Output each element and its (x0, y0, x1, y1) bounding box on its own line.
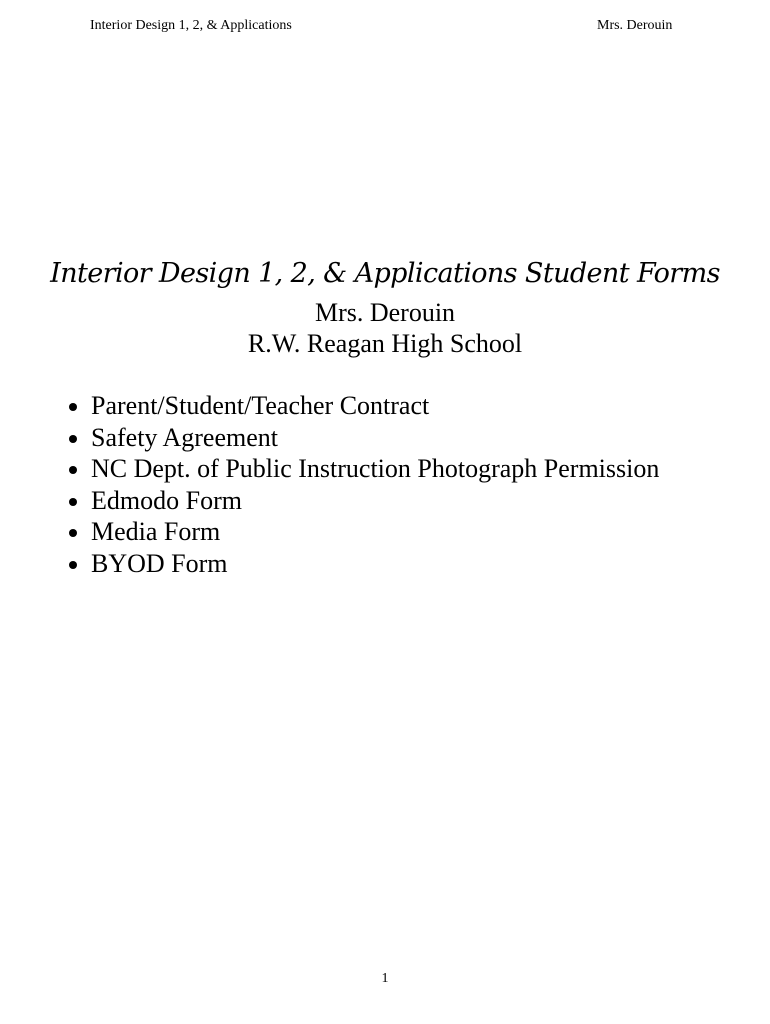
form-name: Parent/Student/Teacher Contract (91, 391, 430, 420)
list-item (66, 485, 659, 517)
bullet-icon (69, 435, 77, 443)
document-title: Interior Design 1, 2, & Applications Student Forms (50, 258, 720, 289)
list-item (66, 422, 659, 454)
bullet-icon (69, 403, 77, 411)
header-course-title: Interior Design 1, 2, & Applications (90, 18, 292, 33)
form-name: Media Form (91, 517, 221, 546)
header-teacher-name: Mrs. Derouin (597, 18, 673, 33)
teacher-name: Mrs. Derouin (314, 298, 456, 327)
forms-list (66, 390, 659, 579)
list-item (66, 548, 659, 580)
list-item (66, 516, 659, 548)
bullet-icon (69, 466, 77, 474)
bullet-icon (69, 561, 77, 569)
bullet-icon (69, 529, 77, 537)
list-item (66, 453, 659, 485)
form-name: BYOD Form (91, 548, 228, 578)
form-name: Safety Agreement (91, 422, 278, 452)
form-name: NC Dept. of Public Instruction Photograph Permission (91, 454, 660, 483)
bullet-icon (69, 498, 77, 506)
school-name: R.W. Reagan High School (247, 329, 523, 358)
list-item (66, 390, 659, 422)
page-number: 1 (381, 971, 389, 986)
form-name: Edmodo Form (91, 485, 242, 515)
